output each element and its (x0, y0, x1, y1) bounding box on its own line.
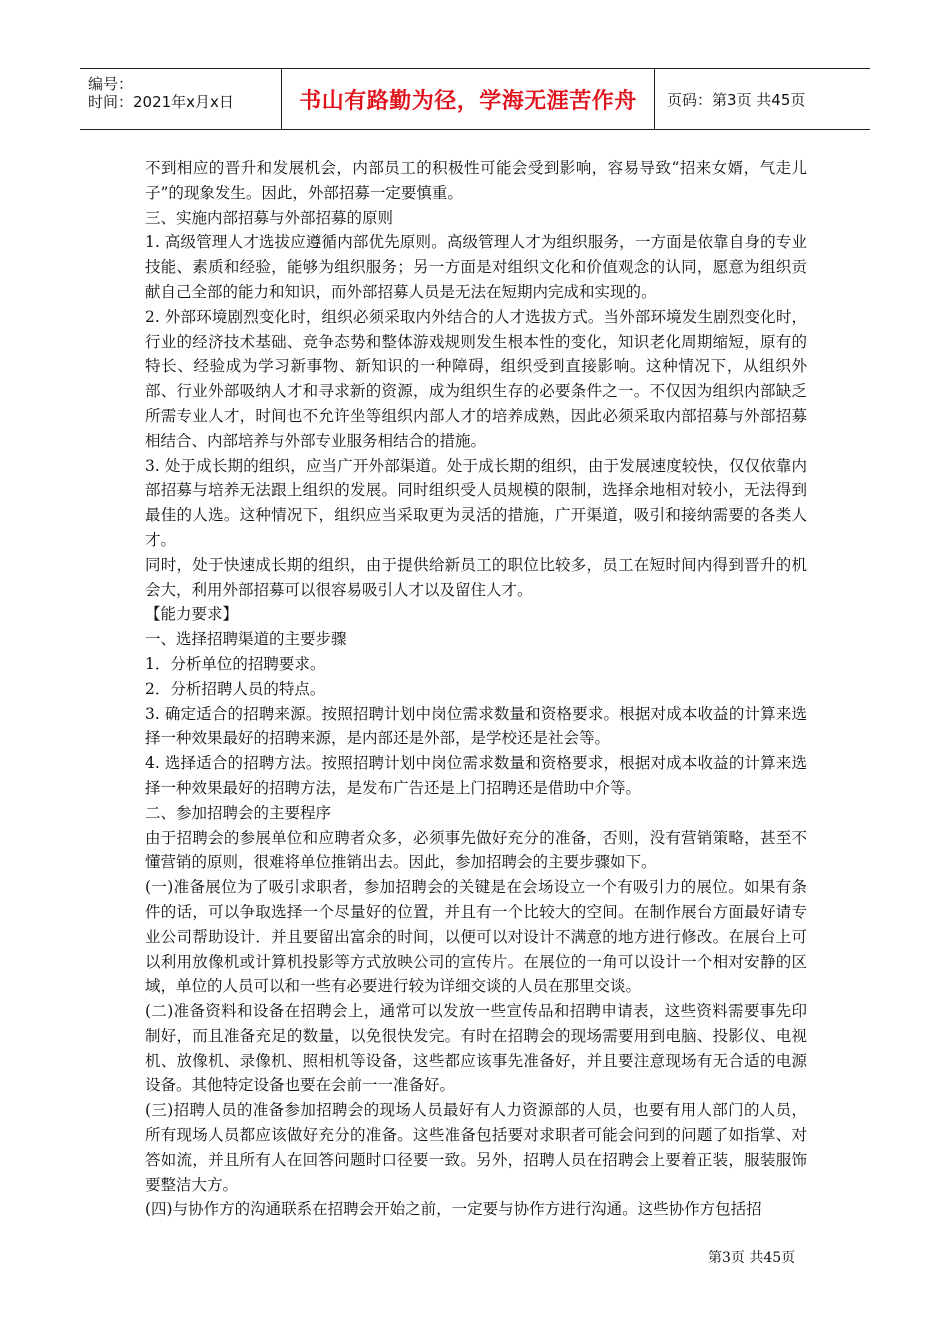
paragraph: (二)准备资料和设备在招聘会上，通常可以发放一些宣传品和招聘申请表，这些资料需要事先印制好，而且准备充足的数量，以免很快发完。有时在招聘会的现场需要用到电脑、投影仪、电视机、放像机、录像机、照相机等设备，这些都应该事先准备好，并且要注意现场有无合适的电源设备。其他特定设备也要在会前一一准备好。 (145, 1002, 807, 1095)
header-meta-cell (80, 69, 282, 129)
list-item: 4. 选择适合的招聘方法。按照招聘计划中岗位需求数量和资格要求，根据对成本收益的计算来选择一种效果最好的招聘方法，是发布广告还是上门招聘还是借助中介等。 (145, 754, 807, 797)
section-heading: 二、参加招聘会的主要程序 (145, 803, 332, 822)
paragraph: 1. 高级管理人才选拔应遵循内部优先原则。高级管理人才为组织服务，一方面是依靠自身的专业技能、素质和经验，能够为组织服务；另一方面是对组织文化和价值观念的认同，愿意为组织贡献自己全部的能力和知识，而外部招募人员是无法在短期内完成和实现的。 (145, 233, 807, 301)
paragraph: (一)准备展位为了吸引求职者，参加招聘会的关键是在会场设立一个有吸引力的展位。如果有条件的话，可以争取选择一个尽量好的位置，并且有一个比较大的空间。在制作展台方面最好请专业公司帮助设计．并且要留出富余的时间，以便可以对设计不满意的地方进行修改。在展台上可以利用放像机或计算机投影等方式放映公司的宣传片。在展位的一角可以设计一个相对安静的区域，单位的人员可以和一些有必要进行较为详细交谈的人员在那里交谈。 (145, 878, 807, 996)
list-item: 1．分析单位的招聘要求。 (145, 654, 326, 673)
paragraph: (三)招聘人员的准备参加招聘会的现场人员最好有人力资源部的人员，也要有用人部门的人员，所有现场人员都应该做好充分的准备。这些准备包括要对求职者可能会问到的问题了如指掌、对答如流，并且所有人在回答问题时口径要一致。另外，招聘人员在招聘会上要着正装，服装服饰要整洁大方。 (145, 1101, 807, 1194)
document-body (145, 156, 807, 1222)
header-page-number: 页码：第3页 共45页 (667, 90, 806, 109)
list-item: 2．分析招聘人员的特点。 (145, 679, 326, 698)
paragraph: 2. 外部环境剧烈变化时，组织必须采取内外结合的人才选拔方式。当外部环境发生剧烈变化时，行业的经济技术基础、竞争态势和整体游戏规则发生根本性的变化，知识老化周期缩短，原有的特长、经验成为学习新事物、新知识的一种障碍，组织受到直接影响。这种情况下，从组织外部、行业外部吸纳人才和寻求新的资源，成为组织生存的必要条件之一。不仅因为组织内部缺乏所需专业人才，时间也不允许坐等组织内部人才的培养成熟，因此必须采取内部招募与外部招募相结合、内部培养与外部专业服务相结合的措施。 (145, 307, 807, 450)
paragraph: (四)与协作方的沟通联系在招聘会开始之前，一定要与协作方进行沟通。这些协作方包括招 (145, 1200, 762, 1219)
document-time-label: 时间：2021年x月x日 (88, 93, 234, 111)
paragraph: 由于招聘会的参展单位和应聘者众多，必须事先做好充分的准备，否则，没有营销策略，甚至不懂营销的原则，很难将单位推销出去。因此，参加招聘会的主要步骤如下。 (145, 828, 807, 872)
paragraph: 3. 处于成长期的组织，应当广开外部渠道。处于成长期的组织，由于发展速度较快，仅仅依靠内部招募与培养无法跟上组织的发展。同时组织受人员规模的限制，选择余地相对较小，无法得到最佳的人选。这种情况下，组织应当采取更为灵活的措施，广开渠道，吸引和接纳需要的各类人才。 (145, 456, 807, 549)
page-header (80, 68, 870, 130)
section-heading: 三、实施内部招募与外部招募的原则 (145, 208, 394, 227)
list-item: 3. 确定适合的招聘来源。按照招聘计划中岗位需求数量和资格要求。根据对成本收益的计算来选择一种效果最好的招聘来源，是内部还是外部，是学校还是社会等。 (145, 704, 807, 748)
section-heading: 【能力要求】 (145, 605, 239, 624)
paragraph: 同时，处于快速成长期的组织，由于提供给新员工的职位比较多，员工在短时间内得到晋升的机会大，利用外部招募可以很容易吸引人才以及留住人才。 (145, 555, 807, 599)
section-heading: 一、选择招聘渠道的主要步骤 (145, 630, 347, 649)
header-motto: 书山有路勤为径，学海无涯苦作舟 (282, 69, 655, 129)
page-footer: 第3页 共45页 (708, 1250, 796, 1266)
document-number-label: 编号： (88, 75, 134, 93)
paragraph: 不到相应的晋升和发展机会，内部员工的积极性可能会受到影响，容易导致“招来女婿，气走儿子”的现象发生。因此，外部招募一定要慎重。 (145, 159, 807, 202)
